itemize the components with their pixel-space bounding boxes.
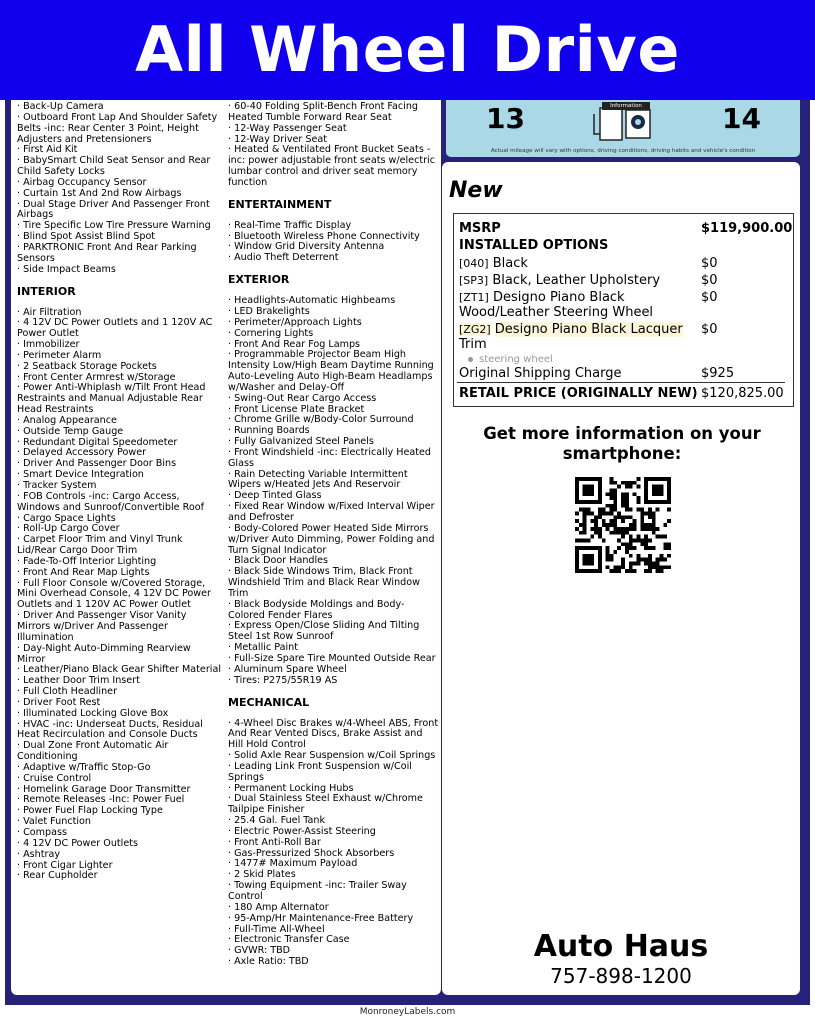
feature-item: · Rain Detecting Variable Intermittent Wipers w/Heated Jets And Reservoir (228, 468, 408, 491)
feature-item: · Front Anti-Roll Bar (228, 836, 321, 848)
qr-code-icon[interactable] (575, 477, 671, 573)
feature-item: · Outside Temp Gauge (17, 425, 124, 437)
feature-item: · Redundant Digital Speedometer (17, 436, 178, 448)
feature-item: · 4-Wheel Disc Brakes w/4-Wheel ABS, Front And Rear Vented Discs, Brake Assist and Hill Hold Control (228, 717, 439, 751)
footer-site: MonroneyLabels.com (359, 1007, 456, 1017)
option-price: $0 (701, 273, 718, 288)
feature-item: · Audio Theft Deterrent (228, 252, 339, 264)
fuel-economy-panel (446, 100, 800, 157)
feature-item: · Heated & Ventilated Front Bucket Seats -inc: power adjustable front seats w/electric lumbar control and driver seat memory function (228, 144, 435, 188)
feature-item: · Blind Spot Assist Blind Spot (17, 231, 156, 243)
feature-item: · Body-Colored Power Heated Side Mirrors w/Driver Auto Dimming, Power Folding and Turn Signal Indicator (228, 522, 435, 556)
exterior-heading: EXTERIOR (228, 273, 290, 287)
feature-item: · Perimeter Alarm (17, 349, 102, 361)
mileage-disclaimer: Actual mileage will vary with options, driving conditions, driving habits and vehicle's condition (490, 148, 756, 154)
highway-mpg: 14 (722, 102, 761, 135)
feature-item: · Metallic Paint (228, 642, 298, 654)
interior-heading: INTERIOR (17, 284, 76, 298)
entertainment-list (228, 221, 439, 264)
option-name: Black (492, 256, 528, 271)
feature-item: · Swing-Out Rear Cargo Access (228, 392, 377, 404)
feature-item: · Full Cloth Headliner (17, 686, 118, 698)
feature-item: · Perimeter/Approach Lights (228, 316, 362, 328)
feature-item: · Air Filtration (17, 306, 82, 318)
feature-item: · Front Cigar Lighter (17, 859, 113, 871)
option-code: [ZT1] (459, 291, 489, 304)
option-row (459, 273, 660, 288)
feature-item: · Front Windshield -inc: Electrically Heated Glass (228, 446, 431, 469)
feature-item: · 60-40 Folding Split-Bench Front Facing Heated Tumble Forward Rear Seat (228, 101, 419, 123)
feature-item: · Front And Rear Map Lights (17, 566, 150, 578)
feature-item: · Adaptive w/Traffic Stop-Go (17, 761, 151, 773)
feature-item: · Fixed Rear Window w/Fixed Interval Wiper and Defroster (228, 501, 435, 523)
feature-item: · Black Side Windows Trim, Black Front Windshield Trim and Black Rear Window Trim (228, 566, 420, 599)
feature-item: · Headlights-Automatic Highbeams (228, 295, 396, 307)
option-code: [040] (459, 257, 489, 270)
feature-item: · Leading Link Front Suspension w/Coil Springs (228, 760, 412, 783)
features-column-left (17, 102, 222, 882)
shipping-label: Original Shipping Charge (459, 366, 622, 381)
feature-item: · Tire Specific Low Tire Pressure Warning (17, 220, 211, 232)
option-subitem-text: steering wheel (479, 354, 553, 365)
smartphone-promo: Get more information on your smartphone: (483, 424, 761, 463)
feature-item: · Back-Up Camera (17, 101, 104, 112)
feature-item: · 180 Amp Alternator (228, 901, 329, 913)
feature-item: · 95-Amp/Hr Maintenance-Free Battery (228, 912, 414, 924)
feature-item: · Express Open/Close Sliding And Tilting Steel 1st Row Sunroof (228, 620, 420, 643)
fuel-pump-icon (586, 100, 656, 142)
interior-list (17, 308, 222, 883)
option-name: Designo Piano Black (492, 290, 625, 305)
feature-item: · Bluetooth Wireless Phone Connectivity (228, 230, 420, 242)
bullet-dot-icon (468, 357, 473, 362)
feature-item: · FOB Controls -inc: Cargo Access, Windows and Sunroof/Convertible Roof (17, 490, 204, 513)
option-code: [SP3] (459, 274, 489, 287)
feature-item: · Immobilizer (17, 339, 80, 351)
feature-item: · 1477# Maximum Payload (228, 858, 358, 870)
feature-item: · Power Fuel Flap Locking Type (17, 805, 163, 817)
feature-item: · Compass (17, 827, 67, 838)
feature-item: · 4 12V DC Power Outlets and 1 120V AC Power Outlet (17, 317, 213, 340)
feature-item: · HVAC -inc: Underseat Ducts, Residual Heat Recirculation and Console Ducts (17, 718, 203, 741)
feature-item: · Black Bodyside Moldings and Body-Colored Fender Flares (228, 598, 405, 621)
option-price: $0 (701, 322, 718, 337)
feature-item: · Electric Power-Assist Steering (228, 825, 376, 837)
feature-item: · Day-Night Auto-Dimming Rearview Mirror (17, 642, 191, 665)
feature-item: · Towing Equipment -inc: Trailer Sway Control (228, 880, 407, 902)
feature-item: · Tracker System (17, 480, 97, 491)
features-column-right (228, 102, 439, 968)
feature-item: · Illuminated Locking Glove Box (17, 707, 169, 719)
feature-item: · Front Center Armrest w/Storage (17, 371, 176, 383)
feature-item: · Valet Function (17, 816, 91, 828)
total-divider (457, 382, 785, 383)
shipping-value: $925 (701, 366, 735, 381)
feature-item: · Cruise Control (17, 772, 92, 784)
feature-item: · Electronic Transfer Case (228, 934, 350, 946)
feature-item: · Full-Size Spare Tire Mounted Outside Rear (228, 652, 436, 664)
feature-item: · BabySmart Child Seat Sensor and Rear Child Safety Locks (17, 155, 211, 178)
feature-item: · Front And Rear Fog Lamps (228, 338, 361, 350)
dealer-name: Auto Haus (533, 929, 709, 964)
feature-item: · Dual Stage Driver And Passenger Front Airbags (17, 198, 210, 221)
pricing-panel (442, 162, 800, 995)
feature-item: · Solid Axle Rear Suspension w/Coil Springs (228, 750, 436, 762)
city-mpg: 13 (486, 102, 525, 135)
option-price: $0 (701, 290, 718, 305)
feature-item: · Airbag Occupancy Sensor (17, 176, 147, 188)
feature-item: · Black Door Handles (228, 555, 329, 567)
feature-item: · GVWR: TBD (228, 945, 291, 957)
feature-item: · Curtain 1st And 2nd Row Airbags (17, 187, 182, 199)
feature-item: · Permanent Locking Hubs (228, 782, 354, 794)
condition-label: New (449, 178, 503, 203)
option-name-continued: Trim (459, 337, 487, 352)
top-banner (0, 0, 815, 100)
option-name-continued: Wood/Leather Steering Wheel (459, 305, 654, 320)
feature-item: · Tires: P275/55R19 AS (228, 674, 338, 686)
option-row (459, 322, 683, 337)
feature-item: · Leather Door Trim Insert (17, 675, 140, 687)
feature-item: · Driver And Passenger Door Bins (17, 458, 177, 470)
feature-item: · Ashtray (17, 848, 61, 860)
feature-item: · Driver And Passenger Visor Vanity Mirrors w/Driver And Passenger Illumination (17, 610, 187, 643)
option-code: [ZG2] (459, 323, 491, 336)
option-name: Black, Leather Upholstery (492, 273, 661, 288)
feature-item: · Cargo Space Lights (17, 512, 116, 524)
option-row (459, 256, 528, 271)
feature-item: · Fully Galvanized Steel Panels (228, 436, 374, 448)
pump-info-label: Information (602, 102, 650, 110)
mechanical-list (228, 719, 439, 968)
feature-item: · Window Grid Diversity Antenna (228, 241, 385, 253)
option-price: $0 (701, 256, 718, 271)
feature-item: · Programmable Projector Beam High Intensity Low/High Beam Daytime Running Auto-Leveling Auto High-Beam Headlamps w/Washer and Delay-Off (228, 349, 434, 393)
msrp-label: MSRP (459, 221, 501, 236)
entertainment-heading: ENTERTAINMENT (228, 197, 332, 211)
drivetrain-title: All Wheel Drive (135, 13, 680, 86)
feature-item: · Smart Device Integration (17, 469, 144, 481)
feature-item: · Axle Ratio: TBD (228, 956, 309, 968)
feature-item: · Analog Appearance (17, 414, 117, 426)
feature-item: · 2 Seatback Storage Pockets (17, 360, 157, 372)
feature-item: · Roll-Up Cargo Cover (17, 523, 120, 535)
retail-price-value: $120,825.00 (701, 386, 784, 401)
feature-item: · Gas-Pressurized Shock Absorbers (228, 847, 395, 859)
feature-item: · Full-Time All-Wheel (228, 923, 325, 935)
feature-item: · PARKTRONIC Front And Rear Parking Sensors (17, 241, 197, 264)
feature-item: · Power Anti-Whiplash w/Tilt Front Head Restraints and Manual Adjustable Rear Head Restraints (17, 382, 206, 416)
feature-item: · Full Floor Console w/Covered Storage, Mini Overhead Console, 4 12V DC Power Outlets and 1 120V AC Power Outlet (17, 577, 211, 611)
feature-item: · 12-Way Driver Seat (228, 133, 328, 145)
feature-item: · Real-Time Traffic Display (228, 219, 352, 231)
feature-item: · Aluminum Spare Wheel (228, 663, 347, 675)
option-subitem (468, 353, 553, 366)
dealer-phone: 757-898-1200 (550, 964, 692, 988)
msrp-value: $119,900.00 (701, 221, 793, 236)
feature-item: · Homelink Garage Door Transmitter (17, 783, 191, 795)
feature-item: · 12-Way Passenger Seat (228, 122, 347, 134)
option-row (459, 290, 625, 305)
feature-item: · Carpet Floor Trim and Vinyl Trunk Lid/Rear Cargo Door Trim (17, 534, 183, 557)
feature-item: · Chrome Grille w/Body-Color Surround (228, 414, 414, 426)
feature-item: · 25.4 Gal. Fuel Tank (228, 815, 326, 827)
feature-item: · Side Impact Beams (17, 263, 116, 275)
feature-item: · Delayed Accessory Power (17, 447, 147, 459)
feature-item: · Front License Plate Bracket (228, 403, 365, 415)
mechanical-heading: MECHANICAL (228, 695, 310, 709)
feature-item: · LED Brakelights (228, 305, 310, 317)
feature-item: · First Aid Kit (17, 144, 78, 156)
feature-item: · 4 12V DC Power Outlets (17, 837, 138, 849)
installed-options-heading: INSTALLED OPTIONS (459, 238, 609, 253)
safety-list (17, 102, 222, 276)
feature-item: · Leather/Piano Black Gear Shifter Material (17, 664, 221, 676)
feature-item: · Running Boards (228, 425, 310, 437)
feature-item: · Driver Foot Rest (17, 696, 101, 708)
price-box (453, 213, 794, 407)
feature-item: · Fade-To-Off Interior Lighting (17, 555, 157, 567)
feature-item: · Dual Zone Front Automatic Air Conditioning (17, 740, 169, 763)
seating-list (228, 102, 439, 189)
feature-item: · Dual Stainless Steel Exhaust w/Chrome Tailpipe Finisher (228, 793, 423, 816)
feature-item: · Outboard Front Lap And Shoulder Safety Belts -inc: Rear Center 3 Point, Height Adjusters and Pretensioners (17, 111, 218, 145)
exterior-list (228, 296, 439, 686)
feature-item: · 2 Skid Plates (228, 869, 296, 881)
feature-item: · Cornering Lights (228, 327, 314, 339)
retail-price-label: RETAIL PRICE (ORIGINALLY NEW) (459, 386, 698, 401)
feature-item: · Deep Tinted Glass (228, 490, 322, 502)
feature-item: · Rear Cupholder (17, 870, 98, 882)
features-panel (11, 100, 441, 995)
feature-item: · Remote Releases -Inc: Power Fuel (17, 794, 185, 806)
option-name: Designo Piano Black Lacquer (494, 322, 683, 337)
